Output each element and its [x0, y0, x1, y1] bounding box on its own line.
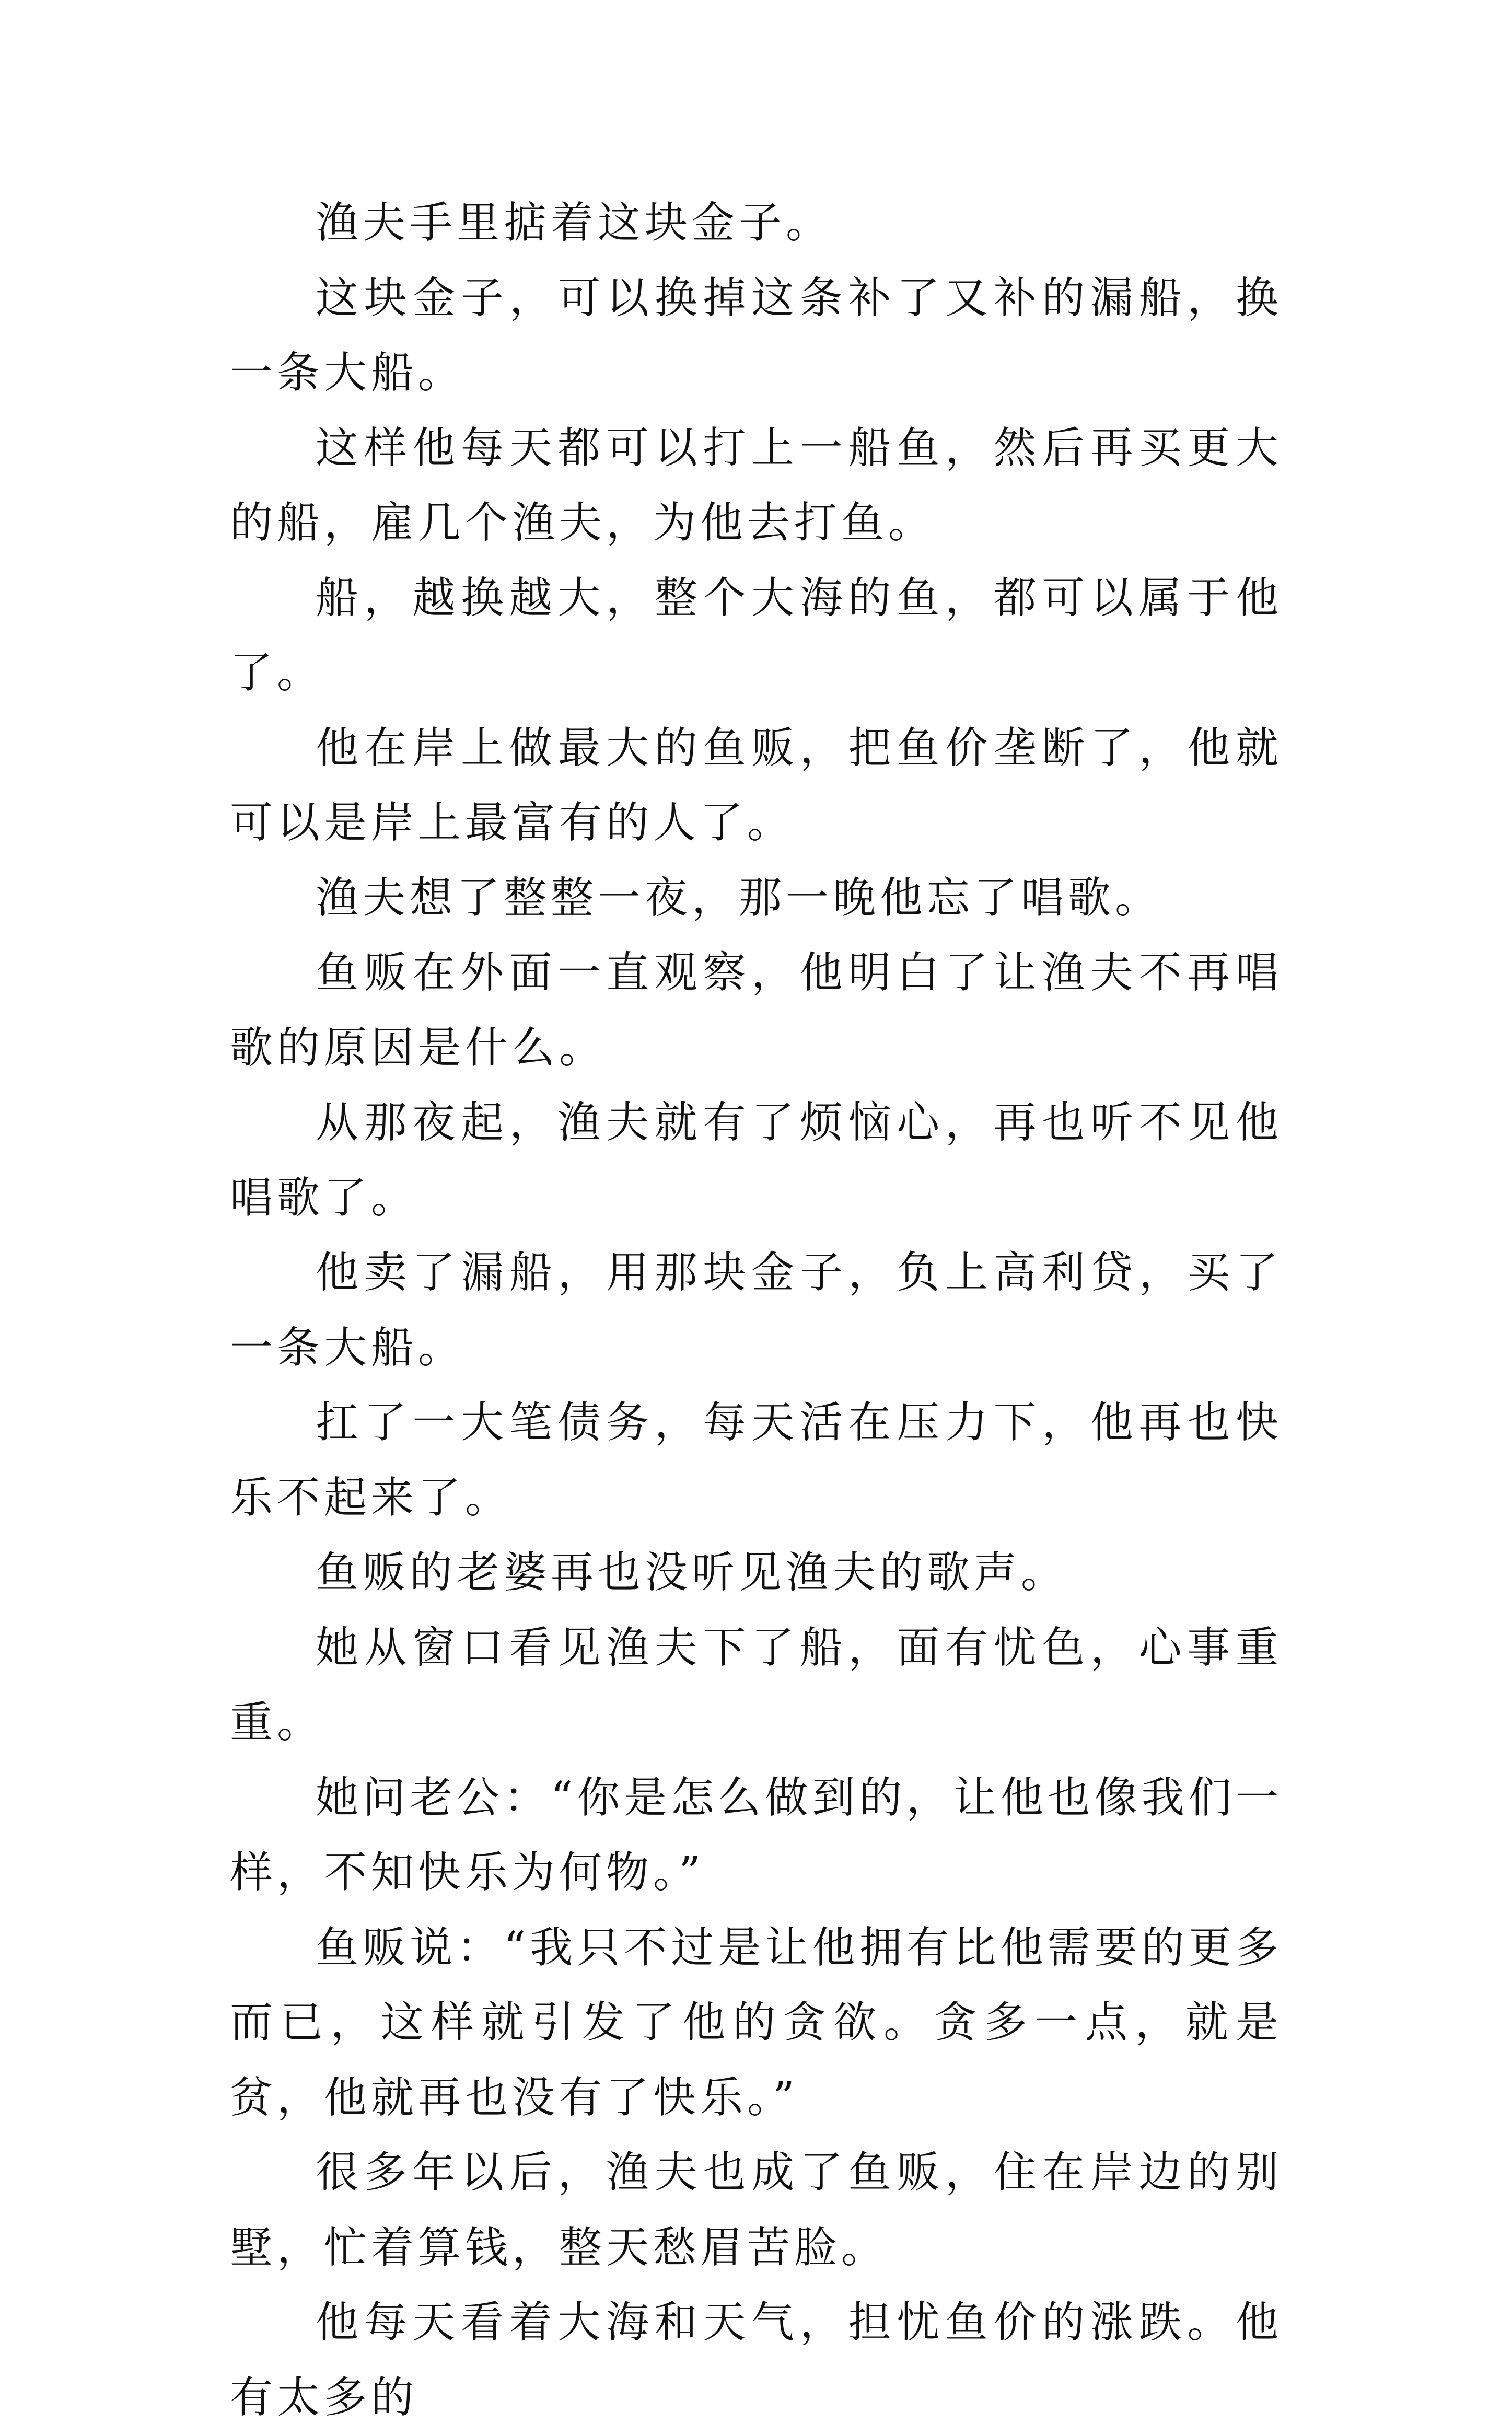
document-body [230, 185, 1283, 2435]
paragraph: 扛了一大笔债务，每天活在压力下，他再也快乐不起来了。 [230, 1398, 1283, 1523]
paragraph: 鱼贩说：“我只不过是让他拥有比他需要的更多而已，这样就引发了他的贪欲。贪多一点，就是贫，他就再也没有了快乐。” [230, 1922, 1283, 2123]
paragraph: 他卖了漏船，用那块金子，负上高利贷，买了一条大船。 [230, 1248, 1283, 1373]
paragraph: 从那夜起，渔夫就有了烦恼心，再也听不见他唱歌了。 [230, 1098, 1283, 1223]
paragraph: 他每天看着大海和天气，担忧鱼价的涨跌。他有太多的 [230, 2298, 1283, 2422]
paragraph: 渔夫手里掂着这块金子。 [316, 198, 833, 248]
paragraph: 很多年以后，渔夫也成了鱼贩，住在岸边的别墅，忙着算钱，整天愁眉苦脸。 [230, 2148, 1283, 2272]
paragraph: 船，越换越大，整个大海的鱼，都可以属于他了。 [230, 573, 1283, 698]
paragraph: 他在岸上做最大的鱼贩，把鱼价垄断了，他就可以是岸上最富有的人了。 [230, 723, 1283, 848]
paragraph: 她从窗口看见渔夫下了船，面有忧色，心事重重。 [230, 1622, 1283, 1747]
paragraph: 她问老公：“你是怎么做到的，让他也像我们一样，不知快乐为何物。” [230, 1772, 1283, 1897]
paragraph: 鱼贩的老婆再也没听见渔夫的歌声。 [316, 1548, 1068, 1597]
paragraph: 渔夫想了整整一夜，那一晚他忘了唱歌。 [316, 873, 1162, 923]
paragraph: 这块金子，可以换掉这条补了又补的漏船，换一条大船。 [230, 273, 1283, 398]
paragraph: 鱼贩在外面一直观察，他明白了让渔夫不再唱歌的原因是什么。 [230, 948, 1283, 1073]
paragraph: 这样他每天都可以打上一船鱼，然后再买更大的船，雇几个渔夫，为他去打鱼。 [230, 423, 1283, 548]
